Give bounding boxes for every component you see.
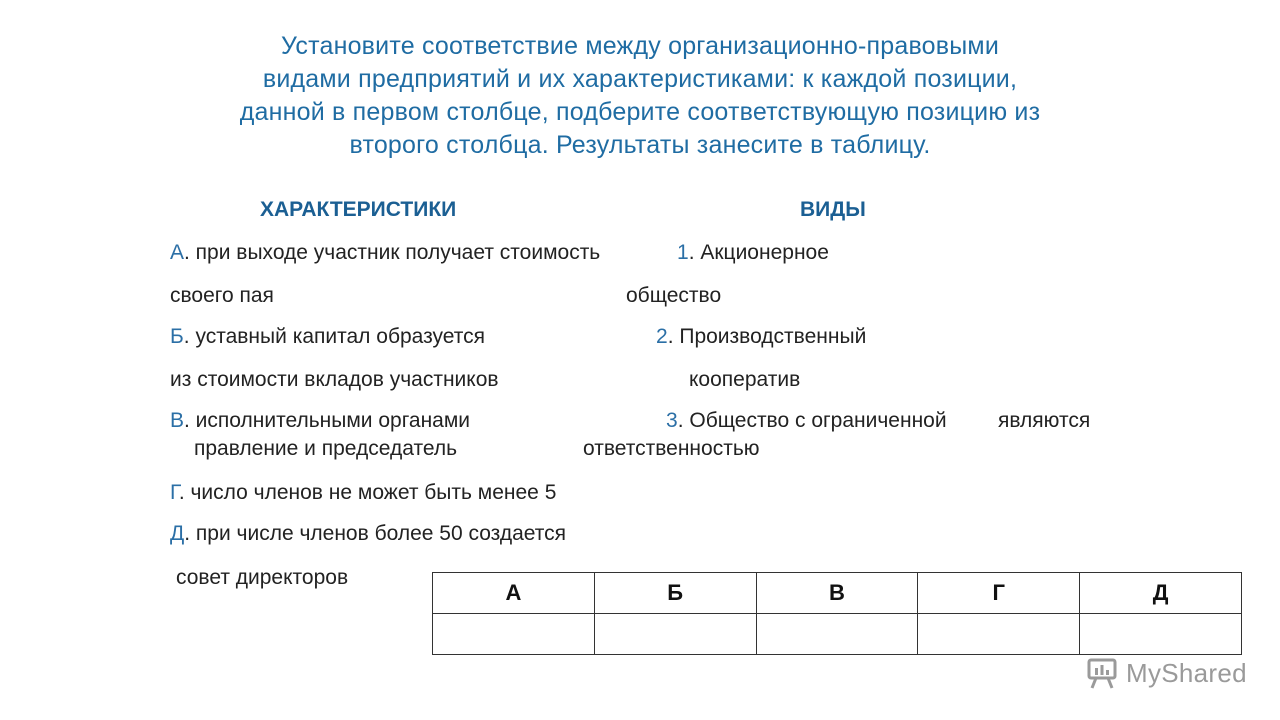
item-d-marker: Д <box>170 522 185 545</box>
type-2-line-1 <box>656 325 866 349</box>
item-b-line-2: из стоимости вкладов участников <box>170 368 499 391</box>
watermark-text: MyShared <box>1126 657 1247 688</box>
item-a-line-1 <box>170 241 600 265</box>
item-d-line-2: совет директоров <box>176 566 349 589</box>
item-g-text-1: . число членов не может быть менее 5 <box>178 481 557 504</box>
item-g-marker: Г <box>170 481 179 504</box>
item-a-marker: А <box>170 241 185 264</box>
type-2-line-2: кооператив <box>689 368 801 391</box>
answer-table-header-row <box>433 573 1242 614</box>
type-1-line-1 <box>677 241 829 265</box>
types-header: ВИДЫ <box>800 198 866 221</box>
item-v-tail: являются <box>998 409 1091 432</box>
type-3-text-1: . Общество с ограниченной <box>677 409 947 432</box>
item-g-line-1 <box>170 481 556 505</box>
answer-cell-g[interactable] <box>918 614 1080 655</box>
instruction-line-4: второго столбца. Результаты занесите в таблицу. <box>349 131 931 159</box>
answer-cell-v[interactable] <box>756 614 918 655</box>
answer-table-input-row <box>433 614 1242 655</box>
item-b-text-1: . уставный капитал образуется <box>183 325 485 348</box>
type-2-text-1: . Производственный <box>667 325 867 348</box>
answer-cell-a[interactable] <box>433 614 595 655</box>
item-v-marker: В <box>170 409 185 432</box>
type-1-number: 1 <box>677 241 689 264</box>
answer-header-g: Г <box>918 573 1080 614</box>
answer-cell-b[interactable] <box>594 614 756 655</box>
item-d-line-1 <box>170 522 566 546</box>
answer-header-a: А <box>433 573 595 614</box>
item-d-text-1: . при числе членов более 50 создается <box>184 522 566 545</box>
type-2-number: 2 <box>656 325 668 348</box>
instruction-line-2: видами предприятий и их характеристиками: к каждой позиции, <box>262 65 1018 93</box>
type-3-line-2: ответственностью <box>583 437 760 460</box>
instruction-line-3: данной в первом столбце, подберите соответствующую позицию из <box>239 98 1041 126</box>
type-3-number: 3 <box>666 409 678 432</box>
item-a-line-2: своего пая <box>170 284 274 307</box>
answer-header-d: Д <box>1080 573 1242 614</box>
type-1-line-2: общество <box>626 284 722 307</box>
characteristics-header: ХАРАКТЕРИСТИКИ <box>260 198 457 221</box>
instruction-line-1: Установите соответствие между организационно-правовыми <box>280 32 999 60</box>
item-b-marker: Б <box>170 325 184 348</box>
answer-cell-d[interactable] <box>1080 614 1242 655</box>
task-instructions <box>150 30 1130 162</box>
item-v-line-2: правление и председатель <box>194 437 458 460</box>
type-1-text-1: . Акционерное <box>688 241 829 264</box>
myshared-watermark <box>1086 656 1247 690</box>
item-v-line-1 <box>170 409 470 433</box>
answer-header-b: Б <box>594 573 756 614</box>
type-3-line-1 <box>666 409 947 433</box>
answer-table <box>432 572 1242 655</box>
presentation-board-icon <box>1086 656 1120 690</box>
item-b-line-1 <box>170 325 485 349</box>
answer-header-v: В <box>756 573 918 614</box>
item-a-text-1: . при выходе участник получает стоимость <box>184 241 601 264</box>
item-v-text-1: . исполнительными органами <box>184 409 471 432</box>
